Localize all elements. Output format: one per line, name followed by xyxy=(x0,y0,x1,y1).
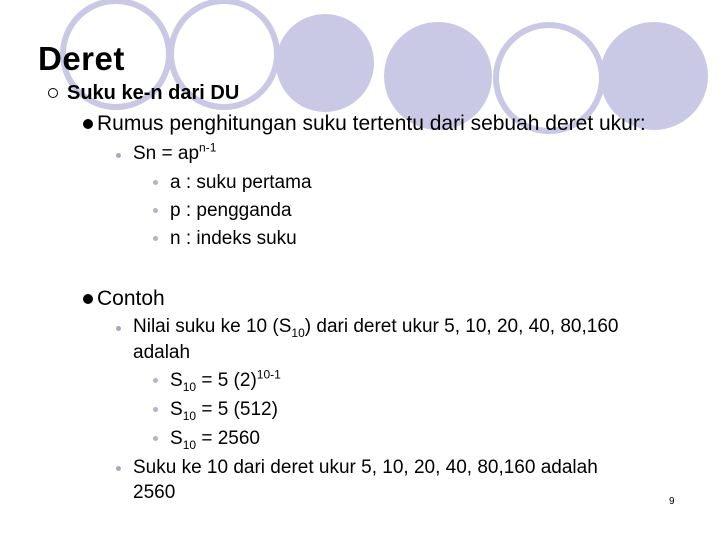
rumus-label: Rumus penghitungan suku tertentu dari sebuah deret ukur: xyxy=(97,112,646,135)
contoh-question-2-cont: 2560 xyxy=(133,482,176,503)
formula-exponent: n-1 xyxy=(199,140,217,155)
step-2 xyxy=(170,399,278,421)
rumus-item-a: a : suku pertama xyxy=(170,172,312,193)
bullet-small xyxy=(153,236,158,241)
bullet-small xyxy=(116,326,121,331)
bullet-dot xyxy=(83,119,93,129)
step-3 xyxy=(170,428,260,450)
step-2-s: S xyxy=(170,399,183,420)
bullet-dot xyxy=(83,294,93,304)
bullet-small xyxy=(153,180,158,185)
step-2-rest: = 5 (512) xyxy=(196,399,278,420)
step-1-s: S xyxy=(170,370,183,391)
step-3-rest: = 2560 xyxy=(196,428,260,449)
q1-text-a: Nilai suku ke 10 (S xyxy=(133,316,292,337)
bullet-ring xyxy=(48,88,58,98)
step-1-sub: 10 xyxy=(182,379,197,394)
bullet-small xyxy=(153,208,158,213)
step-2-sub: 10 xyxy=(182,408,197,423)
bullet-small xyxy=(116,466,121,471)
decor-circle-filled-1 xyxy=(276,14,374,112)
page-number: 9 xyxy=(669,496,675,507)
contoh-question-1-cont: adalah xyxy=(133,342,191,363)
step-3-sub: 10 xyxy=(182,437,197,452)
step-1-sup: 10-1 xyxy=(256,367,281,382)
formula-base: Sn = ap xyxy=(133,143,200,164)
contoh-label: Contoh xyxy=(97,287,165,310)
rumus-item-p: p : pengganda xyxy=(170,200,292,221)
q1-subscript: 10 xyxy=(291,325,305,340)
bullet-small xyxy=(153,378,158,383)
slide-title: Deret xyxy=(38,40,125,77)
contoh-question-1 xyxy=(133,316,618,338)
heading-suku-ke-n: Suku ke-n dari DU xyxy=(67,82,240,104)
contoh-question-2: Suku ke 10 dari deret ukur 5, 10, 20, 40, 80,160 adalah xyxy=(133,457,598,478)
rumus-item-n: n : indeks suku xyxy=(170,228,297,249)
bullet-small xyxy=(153,436,158,441)
step-1-rest: = 5 (2) xyxy=(196,370,257,391)
step-3-s: S xyxy=(170,428,183,449)
q1-text-b: ) dari deret ukur 5, 10, 20, 40, 80,160 xyxy=(304,316,619,337)
formula xyxy=(133,140,217,165)
bullet-small xyxy=(153,407,158,412)
bullet-small xyxy=(116,153,121,158)
step-1 xyxy=(170,367,281,394)
